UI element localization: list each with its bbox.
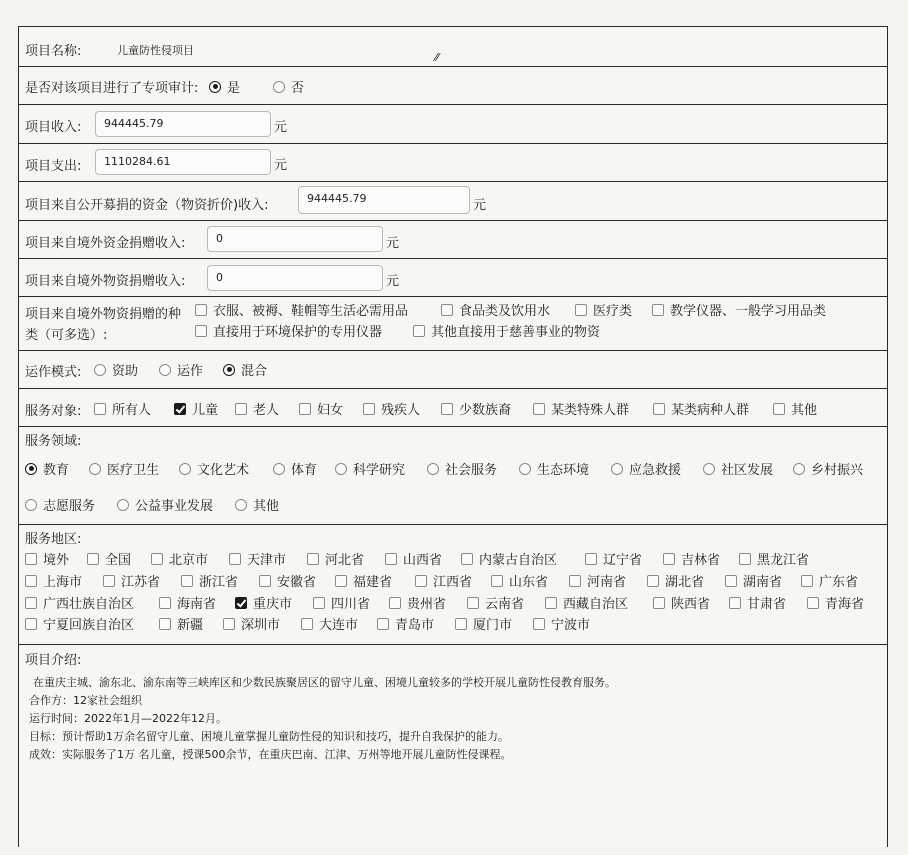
checkbox-icon	[159, 597, 171, 609]
region-option[interactable]: 新疆	[159, 614, 203, 633]
regions-label: 服务地区:	[25, 532, 82, 547]
checkbox-icon	[801, 575, 813, 587]
goods-types-label-line2: 类（可多选）:	[25, 328, 108, 343]
radio-icon	[117, 499, 129, 511]
foreign-funds-row	[19, 221, 887, 259]
target-option[interactable]: 某类特殊人群	[533, 399, 629, 418]
checkbox-icon	[235, 403, 247, 415]
radio-icon	[94, 364, 106, 376]
checkbox-icon	[229, 553, 241, 565]
resize-handle-icon[interactable]: ⁄⁄	[435, 51, 439, 64]
foreign-funds-unit: 元	[386, 236, 400, 251]
checkbox-icon	[807, 597, 819, 609]
radio-selected-icon	[223, 364, 235, 376]
checkbox-icon	[585, 553, 597, 565]
region-option[interactable]: 全国	[87, 549, 131, 568]
radio-selected-icon	[25, 463, 37, 475]
region-option[interactable]: 湖北省	[647, 571, 704, 590]
region-option[interactable]: 北京市	[151, 549, 208, 568]
mode-row	[19, 351, 887, 389]
field-option[interactable]: 生态环境	[519, 459, 589, 478]
foreign-goods-input[interactable]: 0	[207, 265, 383, 291]
field-option[interactable]: 社会服务	[427, 459, 497, 478]
checkbox-icon	[461, 553, 473, 565]
checkbox-icon	[313, 597, 325, 609]
radio-icon	[611, 463, 623, 475]
mode-option-mixed[interactable]: 混合	[223, 360, 267, 379]
checkbox-icon	[195, 325, 207, 337]
field-option[interactable]: 公益事业发展	[117, 495, 213, 514]
checkbox-icon	[363, 403, 375, 415]
intro-label: 项目介绍:	[25, 653, 82, 668]
radio-icon	[273, 81, 285, 93]
checkbox-icon	[647, 575, 659, 587]
checkbox-icon	[415, 575, 427, 587]
checkbox-icon	[491, 575, 503, 587]
audit-no-radio[interactable]: 否	[273, 77, 304, 96]
project-name-row	[19, 27, 887, 67]
region-option[interactable]: 山东省	[491, 571, 548, 590]
region-option[interactable]: 宁夏回族自治区	[25, 614, 134, 633]
region-option[interactable]: 山西省	[385, 549, 442, 568]
income-row	[19, 105, 887, 144]
checkbox-icon	[299, 403, 311, 415]
expense-label: 项目支出:	[25, 159, 82, 174]
region-option[interactable]: 青海省	[807, 593, 864, 612]
target-option[interactable]: 某类病种人群	[653, 399, 749, 418]
fields-label: 服务领域:	[25, 434, 82, 449]
foreign-goods-unit: 元	[386, 274, 400, 289]
expense-input[interactable]: 1110284.61	[95, 149, 271, 175]
public-funds-input[interactable]: 944445.79	[298, 186, 470, 214]
checkbox-icon	[739, 553, 751, 565]
radio-icon	[427, 463, 439, 475]
region-option[interactable]: 河南省	[569, 571, 626, 590]
goods-types-row	[19, 297, 887, 351]
region-option[interactable]: 天津市	[229, 549, 286, 568]
radio-icon	[25, 499, 37, 511]
region-option[interactable]: 宁波市	[533, 614, 590, 633]
checkbox-icon	[653, 597, 665, 609]
region-option-chongqing[interactable]: 重庆市	[235, 593, 292, 612]
checkbox-icon	[259, 575, 271, 587]
target-option[interactable]: 老人	[235, 399, 279, 418]
goods-type-option[interactable]: 医疗类	[575, 300, 632, 319]
intro-line: 在重庆主城、渝东北、渝东南等三峡库区和少数民族聚居区的留守儿童、困境儿童较多的学校开展儿童防性侵教育服务。	[33, 676, 616, 689]
region-option[interactable]: 福建省	[335, 571, 392, 590]
checkbox-icon	[301, 618, 313, 630]
region-option[interactable]: 贵州省	[389, 593, 446, 612]
public-funds-unit: 元	[473, 198, 487, 213]
checkbox-icon	[181, 575, 193, 587]
checkbox-icon	[545, 597, 557, 609]
region-option[interactable]: 江苏省	[103, 571, 160, 590]
public-funds-label: 项目来自公开募捐的资金（物资折价)收入:	[25, 198, 269, 213]
intro-line: 运行时间：2022年1月—2022年12月。	[29, 712, 227, 725]
region-option[interactable]: 湖南省	[725, 571, 782, 590]
region-option[interactable]: 云南省	[467, 593, 524, 612]
mode-label: 运作模式:	[25, 365, 82, 380]
radio-icon	[159, 364, 171, 376]
region-option[interactable]: 内蒙古自治区	[461, 549, 557, 568]
radio-icon	[179, 463, 191, 475]
field-option[interactable]: 志愿服务	[25, 495, 95, 514]
checkbox-icon	[467, 597, 479, 609]
target-option[interactable]: 其他	[773, 399, 817, 418]
mode-option-operate[interactable]: 运作	[159, 360, 203, 379]
income-input[interactable]: 944445.79	[95, 111, 271, 137]
mode-option-subsidy[interactable]: 资助	[94, 360, 138, 379]
radio-icon	[519, 463, 531, 475]
foreign-goods-label: 项目来自境外物资捐赠收入:	[25, 274, 186, 289]
goods-type-option[interactable]: 其他直接用于慈善事业的物资	[413, 321, 600, 340]
checkbox-icon	[385, 553, 397, 565]
region-option[interactable]: 厦门市	[455, 614, 512, 633]
region-option[interactable]: 广西壮族自治区	[25, 593, 134, 612]
checkbox-icon	[87, 553, 99, 565]
region-option[interactable]: 海南省	[159, 593, 216, 612]
fields-row	[19, 427, 887, 525]
region-option[interactable]: 陕西省	[653, 593, 710, 612]
checkbox-icon	[151, 553, 163, 565]
checkbox-icon	[377, 618, 389, 630]
goods-types-label-line1: 项目来自境外物资捐赠的种	[25, 307, 182, 322]
radio-icon	[703, 463, 715, 475]
radio-icon	[273, 463, 285, 475]
checkbox-icon	[533, 618, 545, 630]
region-option[interactable]: 辽宁省	[585, 549, 642, 568]
checkbox-icon	[25, 553, 37, 565]
foreign-goods-row	[19, 259, 887, 297]
income-label: 项目收入:	[25, 120, 82, 135]
audit-row	[19, 67, 887, 105]
goods-type-option[interactable]: 教学仪器、一般学习用品类	[652, 300, 826, 319]
region-option[interactable]: 安徽省	[259, 571, 316, 590]
foreign-funds-label: 项目来自境外资金捐赠收入:	[25, 236, 186, 251]
goods-type-option[interactable]: 食品类及饮用水	[441, 300, 550, 319]
income-unit: 元	[274, 120, 288, 135]
goods-type-option[interactable]: 直接用于环境保护的专用仪器	[195, 321, 382, 340]
expense-row	[19, 144, 887, 182]
checkbox-icon	[773, 403, 785, 415]
field-option[interactable]: 其他	[235, 495, 279, 514]
checkbox-icon	[663, 553, 675, 565]
checkbox-checked-icon	[174, 403, 186, 415]
region-option[interactable]: 吉林省	[663, 549, 720, 568]
region-option[interactable]: 上海市	[25, 571, 82, 590]
audit-label: 是否对该项目进行了专项审计:	[25, 81, 199, 96]
radio-icon	[335, 463, 347, 475]
foreign-funds-input[interactable]: 0	[207, 226, 383, 252]
goods-type-option[interactable]: 衣服、被褥、鞋帽等生活必需用品	[195, 300, 408, 319]
checkbox-icon	[413, 325, 425, 337]
radio-icon	[793, 463, 805, 475]
regions-row	[19, 525, 887, 645]
checkbox-icon	[729, 597, 741, 609]
expense-unit: 元	[274, 158, 288, 173]
checkbox-checked-icon	[235, 597, 247, 609]
intro-line: 合作方：12家社会组织	[29, 694, 142, 707]
project-name-value[interactable]: 儿童防性侵项目	[117, 44, 194, 57]
region-option[interactable]: 青岛市	[377, 614, 434, 633]
target-option[interactable]: 所有人	[94, 399, 151, 418]
intro-row	[19, 645, 887, 855]
radio-icon	[89, 463, 101, 475]
target-option-children[interactable]: 儿童	[174, 399, 218, 418]
checkbox-icon	[441, 403, 453, 415]
audit-yes-radio[interactable]: 是	[209, 77, 240, 96]
checkbox-icon	[533, 403, 545, 415]
checkbox-icon	[103, 575, 115, 587]
checkbox-icon	[575, 304, 587, 316]
field-option[interactable]: 乡村振兴	[793, 459, 863, 478]
field-option[interactable]: 体育	[273, 459, 317, 478]
checkbox-icon	[94, 403, 106, 415]
project-form	[18, 26, 888, 847]
field-option[interactable]: 应急救援	[611, 459, 681, 478]
checkbox-icon	[335, 575, 347, 587]
target-option[interactable]: 妇女	[299, 399, 343, 418]
region-option[interactable]: 大连市	[301, 614, 358, 633]
checkbox-icon	[653, 403, 665, 415]
field-option[interactable]: 文化艺术	[179, 459, 249, 478]
field-option[interactable]: 医疗卫生	[89, 459, 159, 478]
project-name-label: 项目名称:	[25, 44, 82, 59]
field-option-education[interactable]: 教育	[25, 459, 69, 478]
region-option[interactable]: 甘肃省	[729, 593, 786, 612]
intro-line: 成效：实际服务了1万 名儿童，授课500余节，在重庆巴南、江津、万州等地开展儿童防性侵课程。	[29, 748, 512, 761]
checkbox-icon	[389, 597, 401, 609]
field-option[interactable]: 科学研究	[335, 459, 405, 478]
checkbox-icon	[652, 304, 664, 316]
region-option[interactable]: 江西省	[415, 571, 472, 590]
checkbox-icon	[25, 575, 37, 587]
public-funds-row	[19, 182, 887, 221]
checkbox-icon	[223, 618, 235, 630]
target-option[interactable]: 残疾人	[363, 399, 420, 418]
targets-row	[19, 389, 887, 427]
checkbox-icon	[725, 575, 737, 587]
checkbox-icon	[25, 597, 37, 609]
radio-selected-icon	[209, 81, 221, 93]
target-option[interactable]: 少数族裔	[441, 399, 511, 418]
region-option[interactable]: 浙江省	[181, 571, 238, 590]
field-option[interactable]: 社区发展	[703, 459, 773, 478]
intro-line: 目标：预计帮助1万余名留守儿童、困境儿童掌握儿童防性侵的知识和技巧，提升自我保护的能力。	[29, 730, 509, 743]
checkbox-icon	[569, 575, 581, 587]
region-option[interactable]: 境外	[25, 549, 69, 568]
checkbox-icon	[455, 618, 467, 630]
checkbox-icon	[307, 553, 319, 565]
checkbox-icon	[25, 618, 37, 630]
region-option[interactable]: 四川省	[313, 593, 370, 612]
region-option[interactable]: 西藏自治区	[545, 593, 628, 612]
checkbox-icon	[441, 304, 453, 316]
targets-label: 服务对象:	[25, 404, 82, 419]
checkbox-icon	[159, 618, 171, 630]
region-option[interactable]: 深圳市	[223, 614, 280, 633]
region-option[interactable]: 河北省	[307, 549, 364, 568]
radio-icon	[235, 499, 247, 511]
checkbox-icon	[195, 304, 207, 316]
region-option[interactable]: 广东省	[801, 571, 858, 590]
region-option[interactable]: 黑龙江省	[739, 549, 809, 568]
